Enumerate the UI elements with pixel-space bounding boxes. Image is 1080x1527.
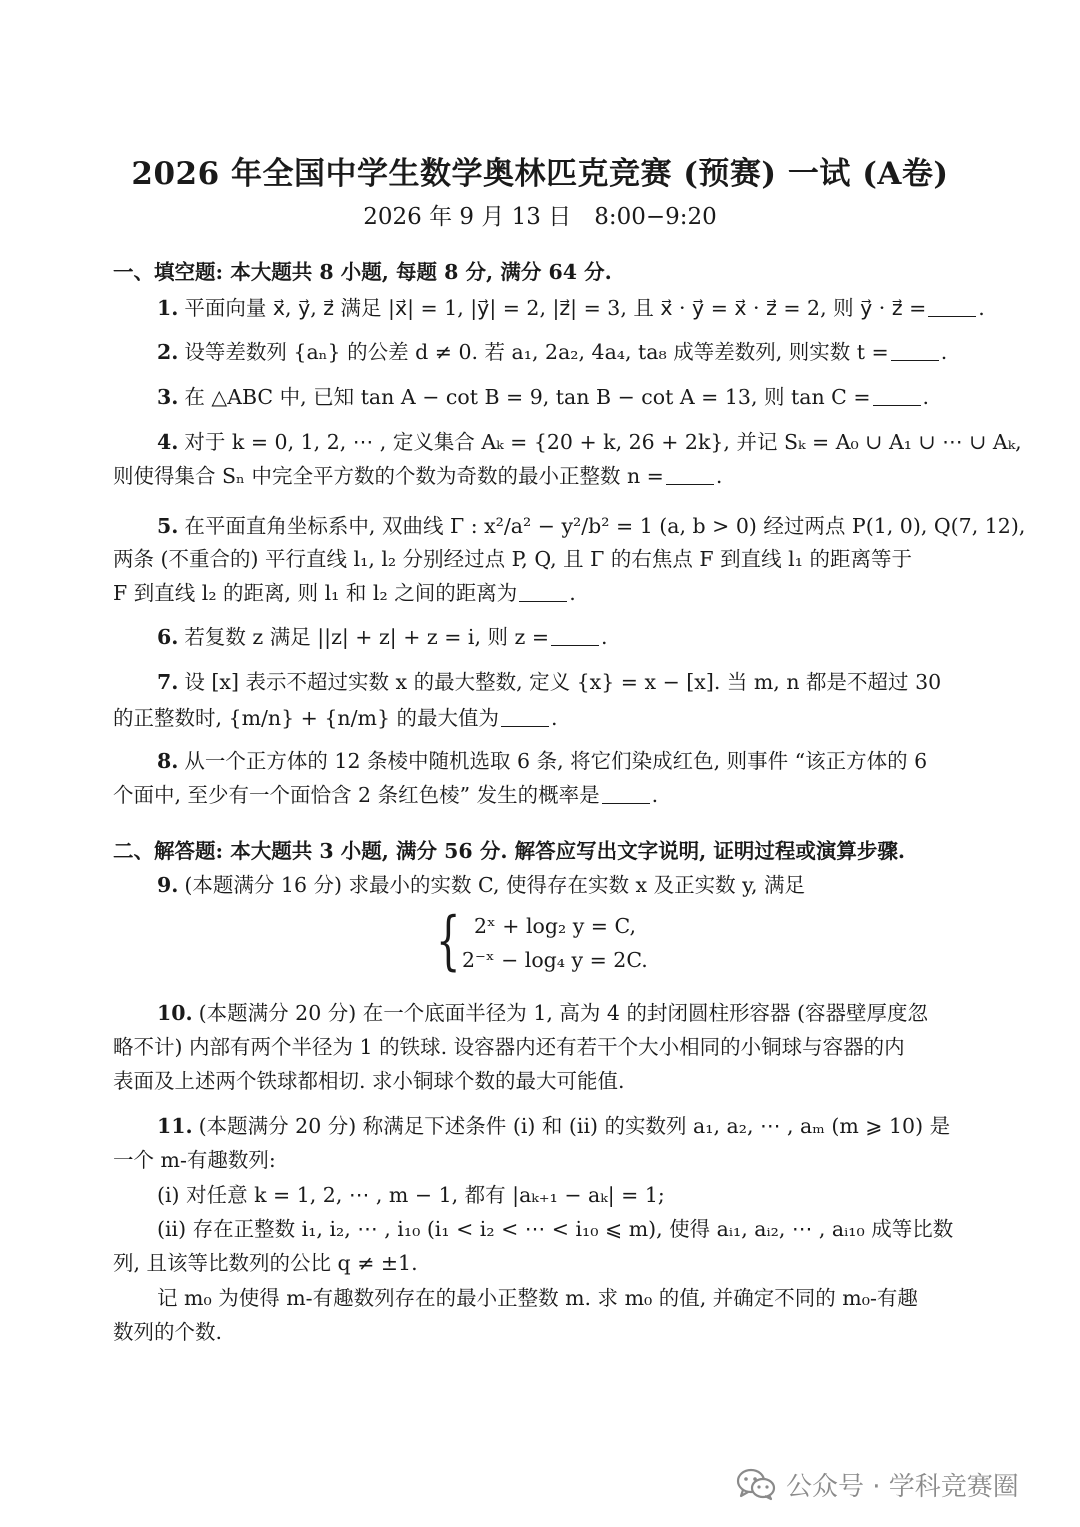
problem-text: 平面向量 x⃗, y⃗, z⃗ 满足 |x⃗| = 1, |y⃗| = 2, |z⃗| = 3, 且 x⃗ · y⃗ = x⃗ · z⃗ = 2, 则 y⃗ · z⃗ = xyxy=(184,296,927,320)
problem-text: 则使得集合 Sₙ 中完全平方数的个数为奇数的最小正整数 n = xyxy=(113,464,664,488)
problem-number: 1. xyxy=(157,296,179,320)
equation-system xyxy=(436,904,696,978)
problem-5-cont xyxy=(113,544,973,574)
answer-blank xyxy=(666,464,714,485)
problem-3: 3. 在 △ABC 中, 已知 tan A − cot B = 9, tan B − cot A = 13, 则 tan C = . xyxy=(157,385,930,409)
problem-number: 2. xyxy=(157,340,179,364)
left-brace: { xyxy=(436,904,461,978)
problem-9 xyxy=(157,870,973,900)
problem-8 xyxy=(157,746,973,776)
problem-11 xyxy=(157,1111,973,1141)
condition-i: (i) 对任意 k = 1, 2, ⋯ , m − 1, 都有 |aₖ₊₁ − aₖ| = 1; xyxy=(157,1183,665,1207)
problem-text: 设等差数列 {aₙ} 的公差 d ≠ 0. 若 a₁, 2a₂, 4a₄, ta₈ 成等差数列, 则实数 t = xyxy=(184,340,889,364)
problem-4 xyxy=(157,427,1022,457)
equation-2: 2⁻ˣ − log₄ y = 2C. xyxy=(462,948,648,972)
problem-text: (本题满分 20 分) 在一个底面半径为 1, 高为 4 的封闭圆柱形容器 (容器壁厚度忽 xyxy=(198,1001,928,1025)
problem-5-cont: F 到直线 l₂ 的距离, 则 l₁ 和 l₂ 之间的距离为 . xyxy=(113,581,576,605)
problem-6: 6. 若复数 z 满足 ||z| + z| + z = i, 则 z = . xyxy=(157,625,608,649)
problem-number: 8. xyxy=(157,749,179,773)
exam-title: 2026 年全国中学生数学奥林匹克竞赛 (预赛) 一试 (A卷) xyxy=(131,156,949,192)
problem-text: 在平面直角坐标系中, 双曲线 Γ : x²/a² − y²/b² = 1 (a, b > 0) 经过两点 P(1, 0), Q(7, 12), xyxy=(184,514,1026,538)
answer-blank xyxy=(551,625,599,646)
problem-4-cont: 则使得集合 Sₙ 中完全平方数的个数为奇数的最小正整数 n = . xyxy=(113,464,723,488)
problem-8-cont: 个面中, 至少有一个面恰含 2 条红色棱” 发生的概率是 . xyxy=(113,783,659,807)
problem-text: 的正整数时, {m/n} + {n/m} 的最大值为 xyxy=(113,706,500,730)
problem-11-cont: 一个 m-有趣数列: xyxy=(113,1148,276,1172)
wechat-icon xyxy=(736,1467,776,1501)
problem-7-cont: 的正整数时, {m/n} + {n/m} 的最大值为 . xyxy=(113,706,558,730)
problem-text: 设 [x] 表示不超过实数 x 的最大整数, 定义 {x} = x − [x]. 当 m, n 都是不超过 30 xyxy=(184,670,942,694)
problem-5 xyxy=(157,511,1026,541)
problem-text: F 到直线 l₂ 的距离, 则 l₁ 和 l₂ 之间的距离为 xyxy=(113,581,518,605)
problem-text: (本题满分 16 分) 求最小的实数 C, 使得存在实数 x 及正实数 y, 满足 xyxy=(184,873,806,897)
answer-blank xyxy=(519,581,567,602)
problem-text: 两条 (不重合的) 平行直线 l₁, l₂ 分别经过点 P, Q, 且 Γ 的右焦点 F 到直线 l₁ 的距离等于 xyxy=(113,547,912,571)
answer-blank xyxy=(891,340,939,361)
problem-11-question-cont: 数列的个数. xyxy=(113,1320,223,1344)
answer-blank xyxy=(602,783,650,804)
problem-2: 2. 设等差数列 {aₙ} 的公差 d ≠ 0. 若 a₁, 2a₂, 4a₄, ta₈ 成等差数列, 则实数 t = . xyxy=(157,340,948,364)
equation-1: 2ˣ + log₂ y = C, xyxy=(474,914,636,938)
problem-number: 3. xyxy=(157,385,179,409)
answer-blank xyxy=(501,706,549,727)
problem-11-question: 记 m₀ 为使得 m-有趣数列存在的最小正整数 m. 求 m₀ 的值, 并确定不同的 m₀-有趣 xyxy=(157,1286,918,1310)
problem-number: 4. xyxy=(157,430,179,454)
section2-heading: 二、解答题: 本大题共 3 小题, 满分 56 分. 解答应写出文字说明, 证明过程或演算步骤. xyxy=(113,839,906,863)
problem-1: 1. 平面向量 x⃗, y⃗, z⃗ 满足 |x⃗| = 1, |y⃗| = 2, |z⃗| = 3, 且 x⃗ · y⃗ = x⃗ · z⃗ = 2, 则 y⃗ · z⃗ = . xyxy=(157,296,985,320)
problem-number: 7. xyxy=(157,670,179,694)
exam-date: 2026 年 9 月 13 日 8:00−9:20 xyxy=(363,204,717,230)
problem-text: 若复数 z 满足 ||z| + z| + z = i, 则 z = xyxy=(184,625,550,649)
condition-ii-cont: 列, 且该等比数列的公比 q ≠ ±1. xyxy=(113,1251,418,1275)
section1-heading: 一、填空题: 本大题共 8 小题, 每题 8 分, 满分 64 分. xyxy=(113,260,612,284)
problem-number: 5. xyxy=(157,514,179,538)
problem-number: 6. xyxy=(157,625,179,649)
answer-blank xyxy=(873,385,921,406)
problem-10-cont: 表面及上述两个铁球都相切. 求小铜球个数的最大可能值. xyxy=(113,1069,625,1093)
problem-number: 9. xyxy=(157,873,179,897)
problem-text: 在 △ABC 中, 已知 tan A − cot B = 9, tan B − cot A = 13, 则 tan C = xyxy=(184,385,871,409)
problem-text: 从一个正方体的 12 条棱中随机选取 6 条, 将它们染成红色, 则事件 “该正方体的 6 xyxy=(184,749,928,773)
problem-7 xyxy=(157,667,973,697)
condition-ii: (ii) 存在正整数 i₁, i₂, ⋯ , i₁₀ (i₁ < i₂ < ⋯ < i₁₀ ⩽ m), 使得 aᵢ₁, aᵢ₂, ⋯ , aᵢ₁₀ 成等比数 xyxy=(157,1217,954,1241)
problem-10 xyxy=(157,998,973,1028)
watermark-text: 公众号 · 学科竞赛圈 xyxy=(786,1471,1019,1502)
problem-number: 11. xyxy=(157,1114,193,1138)
problem-text: 对于 k = 0, 1, 2, ⋯ , 定义集合 Aₖ = {20 + k, 26 + 2k}, 并记 Sₖ = A₀ ∪ A₁ ∪ ⋯ ∪ Aₖ, xyxy=(184,430,1022,454)
problem-text: (本题满分 20 分) 称满足下述条件 (i) 和 (ii) 的实数列 a₁, a₂, ⋯ , aₘ (m ⩾ 10) 是 xyxy=(198,1114,951,1138)
watermark xyxy=(736,1462,1019,1506)
answer-blank xyxy=(928,296,976,317)
problem-10-cont: 略不计) 内部有两个半径为 1 的铁球. 设容器内还有若干个大小相同的小铜球与容器的内 xyxy=(113,1035,905,1059)
problem-text: 个面中, 至少有一个面恰含 2 条红色棱” 发生的概率是 xyxy=(113,783,600,807)
problem-number: 10. xyxy=(157,1001,193,1025)
